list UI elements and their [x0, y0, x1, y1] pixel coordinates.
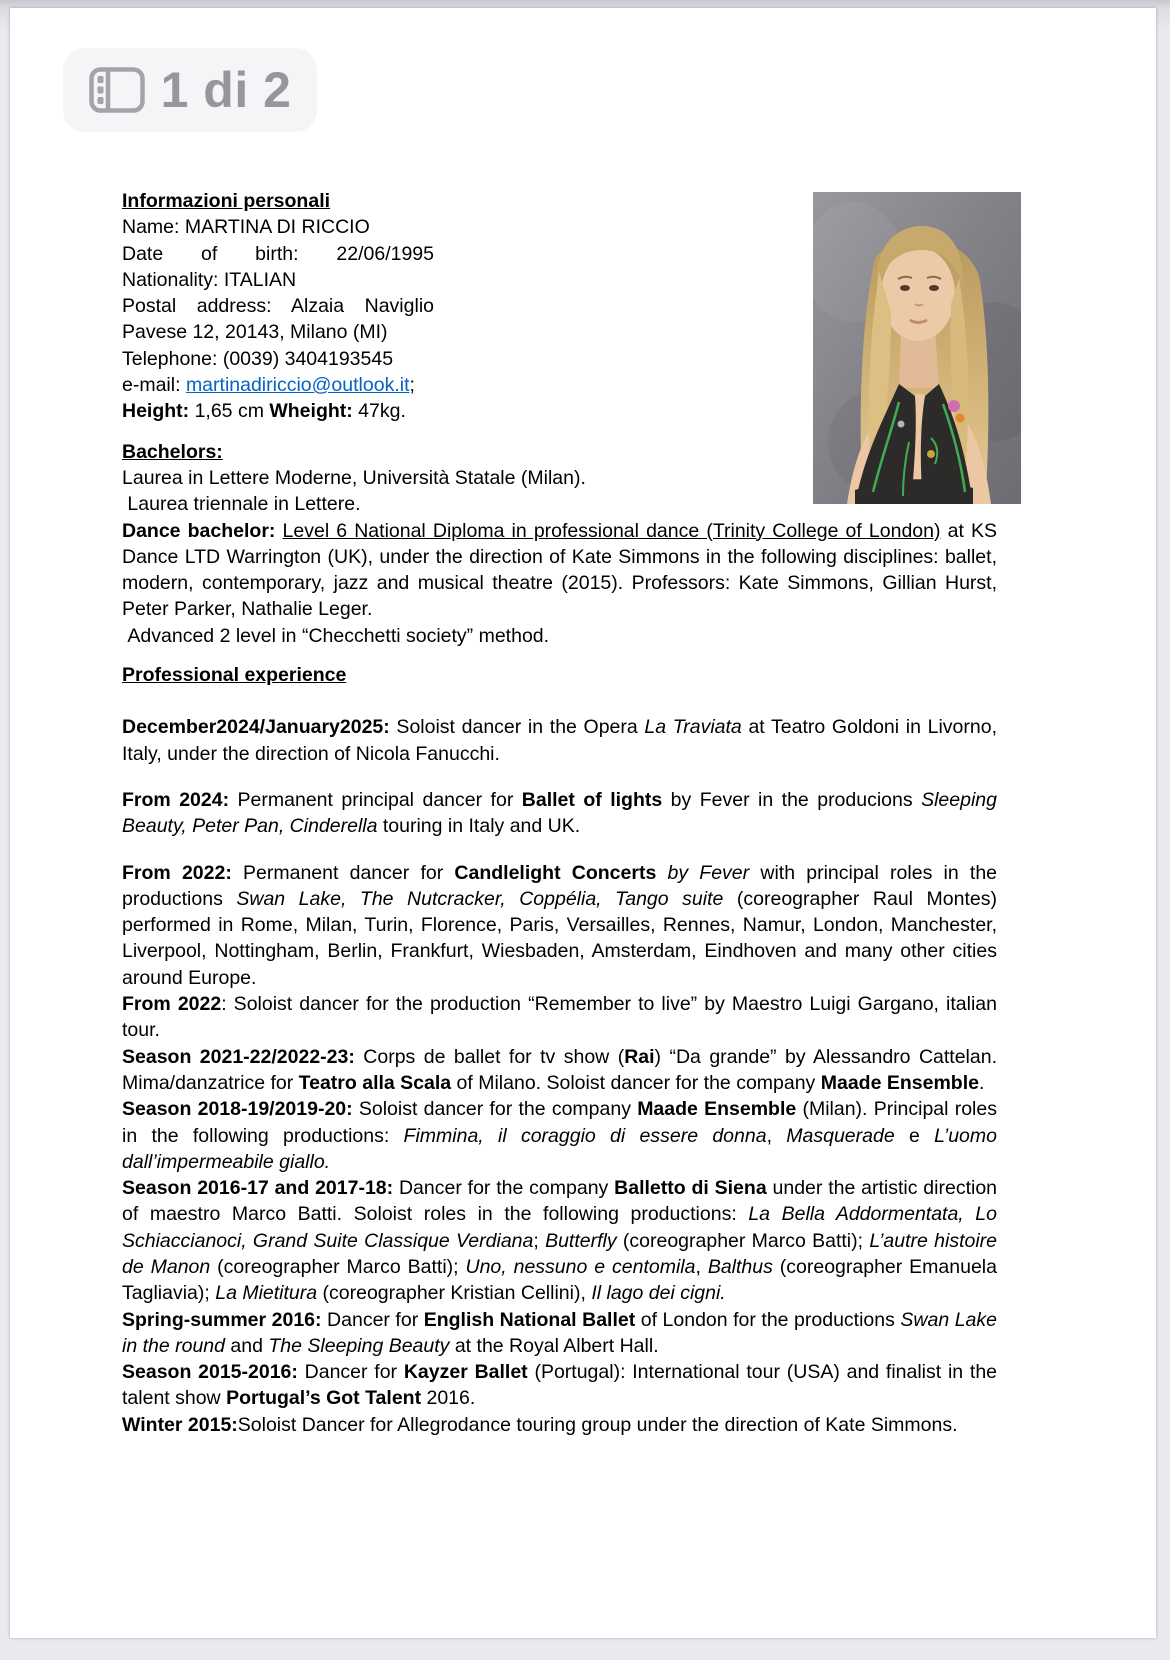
- text-run: Soloist Dancer for Allegrodance touring group under the direction of Kate Simmons.: [237, 1413, 958, 1436]
- text-run: Dance bachelor:: [122, 519, 283, 542]
- paragraph: [122, 860, 997, 991]
- text-run: From 2024:: [122, 788, 230, 811]
- text-run: Postal address: Alzaia Naviglio: [122, 295, 434, 318]
- document-content: [122, 188, 997, 1438]
- text-run: (coreographer Kristian Cellini),: [317, 1282, 592, 1305]
- personal-info-section: [122, 188, 434, 425]
- paragraph: [122, 267, 434, 293]
- text-run: ;: [533, 1229, 546, 1252]
- text-run: with principal roles in the productions: [122, 861, 998, 910]
- text-run: Date of birth: 22/06/1995: [122, 242, 434, 265]
- text-run: [656, 862, 667, 884]
- text-run: 2016.: [421, 1387, 476, 1410]
- page-indicator-pill[interactable]: [63, 48, 317, 132]
- text-run: touring in Italy and UK.: [377, 815, 581, 838]
- paragraph: [122, 623, 997, 649]
- text-run: : Soloist dancer for the production “Remember to live” by Maestro Luigi Gargano, italian tour.: [122, 993, 997, 1042]
- text-run: by Fever: [667, 861, 750, 884]
- text-run: Balletto di Siena: [614, 1177, 767, 1200]
- text-run: Spring-summer 2016:: [122, 1308, 322, 1331]
- text-run: From 2022: [122, 993, 222, 1016]
- paragraph: [122, 319, 434, 345]
- paragraph: [122, 241, 434, 267]
- text-run: Season 2016-17 and 2017-18:: [122, 1177, 394, 1200]
- text-run: L’uomo dall’impermeabile giallo.: [122, 1124, 997, 1173]
- text-run: Telephone: (0039) 3404193545: [122, 347, 394, 370]
- text-run: Soloist dancer in the Opera: [389, 716, 645, 739]
- paragraph: [122, 1096, 997, 1175]
- paragraph: [122, 214, 434, 240]
- text-run: Il lago dei cigni.: [591, 1282, 726, 1305]
- page-thumbnails-icon[interactable]: [89, 67, 145, 113]
- text-run: Winter 2015:: [122, 1413, 238, 1436]
- experience-section: [122, 714, 997, 1438]
- text-run: From 2022:: [122, 861, 232, 884]
- text-run: (coreographer Raul Montes) performed in Rome, Milan, Turin, Florence, Paris, Versailles, Rennes, Namur, London, Manchester, Liverpool, Nottingham, Berlin, Frankfurt, Wiesbaden, Amsterdam, Eindhoven and many other cities around Europe.: [122, 887, 997, 989]
- text-run: Name: MARTINA DI RICCIO: [122, 216, 370, 239]
- paragraph: [122, 787, 997, 840]
- text-run: Candlelight Concerts: [454, 861, 657, 884]
- text-run: .: [978, 1071, 985, 1094]
- text-run: ,: [766, 1124, 787, 1147]
- paragraph: [122, 1307, 997, 1360]
- section-heading-bachelors: Bachelors:: [122, 440, 223, 463]
- text-run: Pavese 12, 20143, Milano (MI): [122, 321, 388, 344]
- text-run: ;: [409, 374, 415, 397]
- text-run: La Mietitura: [215, 1282, 318, 1305]
- text-run: The Sleeping Beauty: [268, 1334, 450, 1357]
- text-run: of London for the productions: [635, 1308, 901, 1331]
- text-run: (coreographer Marco Batti);: [210, 1255, 466, 1278]
- text-run: 47kg.: [352, 400, 406, 423]
- text-run: Swan Lake in the round: [122, 1308, 997, 1357]
- text-run: Height:: [122, 400, 190, 423]
- bachelors-section: [122, 465, 997, 649]
- text-run: (Milan). Principal roles in the following productions:: [122, 1098, 997, 1147]
- paragraph: [122, 1359, 997, 1412]
- personal-info-lines: [122, 214, 434, 424]
- paragraph: [122, 1412, 997, 1438]
- text-run: (Portugal): International tour (USA) and finalist in the talent show: [122, 1361, 998, 1410]
- text-run: Advanced 2 level in “Checchetti society” method.: [122, 624, 550, 647]
- text-run: ) “Da grande” by Alessandro Cattelan. Mima/danzatrice for: [122, 1045, 997, 1094]
- text-run: Balthus: [707, 1255, 773, 1278]
- text-run: at Teatro Goldoni in Livorno, Italy, under the direction of Nicola Fanucchi.: [122, 716, 997, 765]
- text-run: Season 2015-2016:: [122, 1361, 298, 1384]
- paragraph: [122, 293, 434, 319]
- text-run: L’autre histoire de Manon: [122, 1229, 998, 1278]
- text-run: (coreographer Marco Batti);: [616, 1229, 870, 1252]
- text-run: Ballet of lights: [521, 788, 663, 811]
- text-run: 1,65 cm: [189, 400, 270, 423]
- paragraph: [122, 491, 997, 517]
- document-page: [10, 8, 1156, 1638]
- paragraph: [122, 465, 997, 491]
- text-run: Laurea triennale in Lettere.: [122, 493, 361, 516]
- paragraph: [122, 991, 997, 1044]
- text-run: Season 2018-19/2019-20:: [122, 1098, 353, 1121]
- text-run: Sleeping Beauty, Peter Pan, Cinderella: [122, 788, 997, 838]
- paragraph: [122, 1044, 997, 1097]
- text-run: Maade Ensemble: [637, 1098, 797, 1121]
- text-run: Portugal’s Got Talent: [226, 1387, 422, 1410]
- text-run: Teatro alla Scala: [298, 1071, 452, 1094]
- text-run: Uno, nessuno e centomila: [465, 1255, 696, 1278]
- text-run: Dancer for the company: [393, 1177, 615, 1200]
- paragraph: [122, 714, 997, 767]
- text-run: Maade Ensemble: [820, 1071, 979, 1094]
- text-run: under the artistic direction of maestro Marco Batti. Soloist roles in the following productions:: [122, 1177, 998, 1226]
- paragraph: [122, 372, 434, 398]
- paragraph: [122, 518, 997, 623]
- section-heading-professional-experience: Professional experience: [122, 664, 347, 687]
- text-run: Masquerade: [786, 1124, 895, 1147]
- spacer: [122, 649, 997, 662]
- text-run: at KS Dance LTD Warrington (UK), under the direction of Kate Simmons in the following disciplines: ballet, modern, contemporary, jazz and musical theatre (2015). Professors: Kate Simmons, Gillian Hurst, Peter Parker, Nathalie Leger.: [122, 519, 997, 621]
- text-run: by Fever in the producions: [662, 788, 922, 811]
- text-run: and: [225, 1334, 269, 1357]
- text-run: Rai: [624, 1045, 655, 1068]
- text-run: Permanent principal dancer for: [229, 788, 522, 811]
- text-run: ,: [695, 1255, 708, 1278]
- page-indicator-label: 1 di 2: [160, 62, 292, 118]
- text-run: Dancer for: [297, 1361, 404, 1384]
- text-run: Level 6 National Diploma in professional dance (Trinity College of London): [282, 519, 941, 542]
- text-run: Season 2021-22/2022-23:: [122, 1045, 355, 1068]
- text-run: Corps de ballet for tv show (: [354, 1045, 625, 1068]
- text-run: Dancer for: [321, 1308, 424, 1331]
- text-run: Laurea in Lettere Moderne, Università Statale (Milan).: [122, 466, 586, 489]
- email-link[interactable]: martinadiriccio@outlook.it: [185, 374, 410, 397]
- text-run: Nationality: ITALIAN: [122, 268, 297, 291]
- text-run: Swan Lake, The Nutcracker, Coppélia, Tango suite: [236, 887, 724, 910]
- spacer: [122, 425, 997, 439]
- text-run: (coreographer Emanuela Tagliavia);: [122, 1255, 997, 1305]
- text-run: Permanent dancer for: [231, 861, 455, 884]
- paragraph: [122, 1175, 997, 1306]
- section-heading-personal-info: Informazioni personali: [122, 190, 331, 212]
- text-run: English National Ballet: [423, 1308, 636, 1331]
- text-run: Fimmina, il coraggio di essere donna: [403, 1124, 767, 1147]
- text-run: La Bella Addormentata, Lo Schiaccianoci, Grand Suite Classique Verdiana: [122, 1203, 998, 1252]
- text-run: Kayzer Ballet: [403, 1361, 528, 1384]
- text-run: La Traviata: [644, 716, 742, 739]
- text-run: December2024/January2025:: [122, 716, 390, 739]
- text-run: of Milano. Soloist dancer for the company: [451, 1071, 821, 1094]
- text-run: Butterfly: [545, 1229, 617, 1252]
- text-run: Soloist dancer for the company: [352, 1098, 638, 1121]
- text-run: e-mail:: [122, 374, 186, 397]
- paragraph: [122, 398, 434, 424]
- paragraph: [122, 346, 434, 372]
- text-run: at the Royal Albert Hall.: [449, 1334, 659, 1357]
- text-run: Wheight:: [269, 400, 353, 423]
- text-run: e: [894, 1124, 935, 1147]
